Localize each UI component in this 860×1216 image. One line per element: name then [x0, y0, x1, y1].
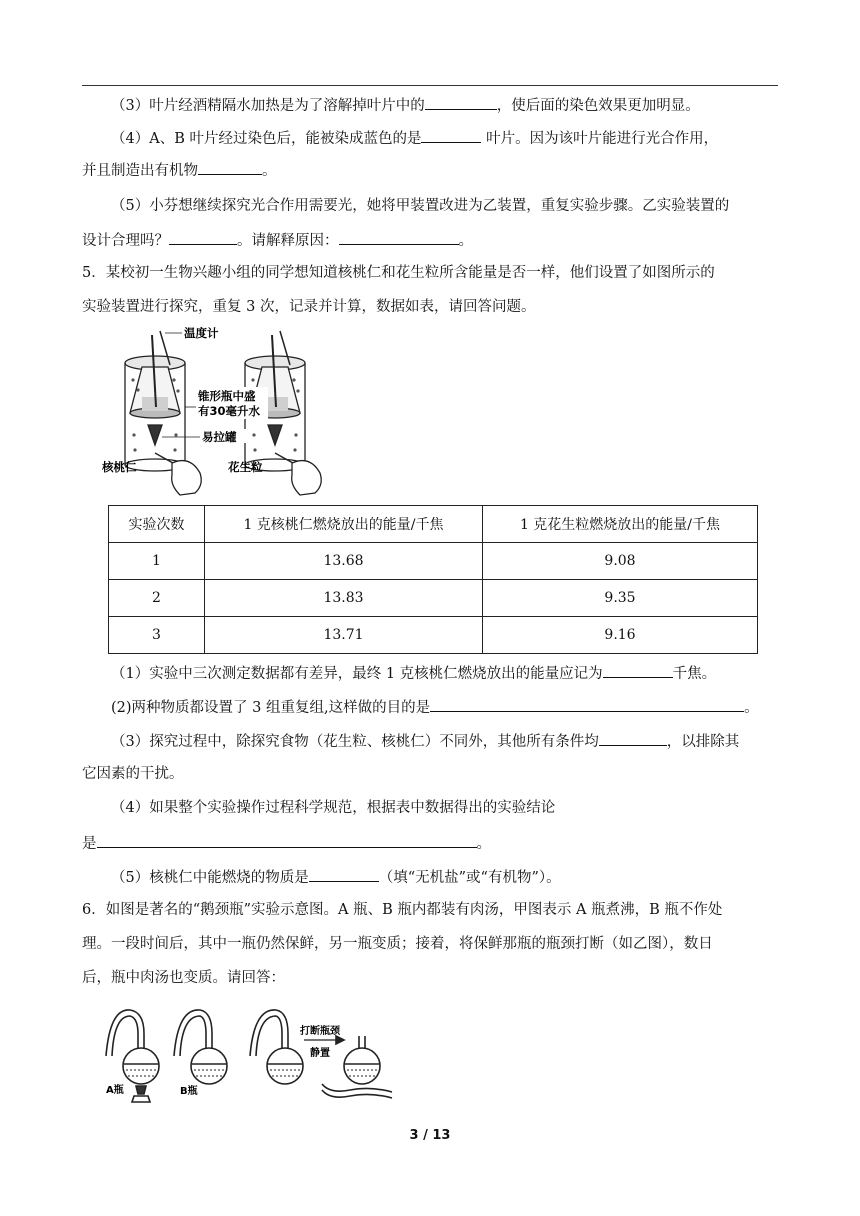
table-cell: 1 [109, 543, 205, 580]
table-cell: 2 [109, 580, 205, 617]
table-header-row [109, 506, 758, 543]
table-header-cell: 1 克核桃仁燃烧放出的能量/千焦 [205, 506, 483, 543]
label-can: 易拉罐 [202, 430, 237, 444]
q5-part3-tail: ，以排除其 [666, 734, 740, 750]
q4-part3-text: （3）叶片经酒精隔水加热是为了溶解掉叶片中的 [111, 98, 425, 114]
q4-part3-tail: ，使后面的染色效果更加明显。 [496, 98, 700, 114]
table-row [109, 543, 758, 580]
q5-part3-text: （3）探究过程中，除探究食物（花生粒、核桃仁）不同外，其他所有条件均 [111, 734, 599, 750]
q4-part4-text2: 并且制造出有机物 [82, 163, 198, 179]
q6-stem [82, 900, 778, 920]
q5-part4-cont [82, 832, 778, 854]
q5-part3 [82, 730, 807, 752]
q5-stem-text2: 实验装置进行探究，重复 3 次，记录并计算，数据如表，请回答问题。 [82, 299, 536, 315]
flask-broken [322, 1036, 392, 1098]
q6-stem-text2: 理。一段时间后，其中一瓶仍然保鲜，另一瓶变质；接着，将保鲜那瓶的瓶颈打断（如乙图），数日 [82, 936, 713, 952]
q4-part5-text: （5）小芬想继续探究光合作用需要光，她将甲装置改进为乙装置，重复实验步骤。乙实验装置的 [111, 198, 730, 214]
q6-stem-text: 6．如图是著名的“鹅颈瓶”实验示意图。A 瓶、B 瓶内都装有肉汤，甲图表示 A 瓶煮沸，B 瓶不作处 [82, 902, 723, 918]
q5-part2-text: (2)两种物质都设置了 3 组重复组,这样做的目的是 [111, 700, 431, 716]
q5-part4-text2: 是 [82, 836, 97, 852]
answer-blank[interactable] [309, 866, 379, 882]
header-rule [82, 85, 778, 86]
q4-part5-cont [82, 229, 778, 251]
table-cell: 3 [109, 617, 205, 654]
q4-part4-end: 。 [262, 163, 277, 179]
q5-part2-end: 。 [744, 700, 759, 716]
q4-part5-end: 。 [458, 233, 473, 249]
label-arrow-top: 打断瓶颈 [300, 1026, 340, 1037]
q5-part4-text: （4）如果整个实验操作过程科学规范，根据表中数据得出的实验结论 [111, 800, 556, 816]
q4-part5-text2: 设计合理吗？ [82, 233, 169, 249]
table-row [109, 580, 758, 617]
q5-stem-text: 5．某校初一生物兴趣小组的同学想知道核桃仁和花生粒所含能量是否一样，他们设置了如图所示的 [82, 265, 715, 281]
q5-part1-text: （1）实验中三次测定数据都有差异，最终 1 克核桃仁燃烧放出的能量应记为 [111, 666, 603, 682]
swan-neck-flask-figure [100, 1000, 400, 1104]
label-flask-b: B瓶 [180, 1086, 198, 1097]
q5-part5-tail: （填“无机盐”或“有机物”）。 [378, 870, 561, 886]
q5-part4-end: 。 [476, 836, 491, 852]
label-flask-line1: 锥形瓶中盛 [198, 389, 256, 403]
q4-part4-cont [82, 159, 778, 181]
calorimeter-figure [100, 325, 330, 503]
q5-part4 [82, 798, 807, 818]
flask-b [174, 1010, 227, 1084]
table-cell: 13.83 [205, 580, 483, 617]
energy-table [108, 505, 758, 654]
q5-part2 [82, 696, 807, 718]
q4-part3 [82, 94, 807, 116]
table-cell: 9.35 [483, 580, 758, 617]
table-header-cell: 1 克花生粒燃烧放出的能量/千焦 [483, 506, 758, 543]
table-cell: 13.71 [205, 617, 483, 654]
q4-part5-text3: 。请解释原因： [237, 233, 339, 249]
q4-part4-tail: 叶片。因为该叶片能进行光合作用， [481, 131, 719, 147]
q6-stem-text3: 后，瓶中肉汤也变质。请回答： [82, 970, 285, 986]
answer-blank[interactable] [97, 832, 477, 848]
label-flask-a: A瓶 [106, 1085, 124, 1096]
flask-intact [250, 1010, 303, 1084]
answer-blank[interactable] [339, 229, 459, 245]
q5-part1 [82, 662, 807, 684]
table-cell: 9.16 [483, 617, 758, 654]
q6-stem-cont [82, 934, 778, 954]
label-arrow-bottom: 静置 [310, 1048, 330, 1059]
answer-blank[interactable] [425, 94, 497, 110]
q5-part5-text: （5）核桃仁中能燃烧的物质是 [111, 870, 309, 886]
table-cell: 9.08 [483, 543, 758, 580]
answer-blank[interactable] [421, 127, 481, 143]
label-thermometer: 温度计 [184, 326, 219, 340]
label-flask-line2: 有30毫升水 [198, 404, 261, 418]
answer-blank[interactable] [599, 730, 667, 746]
label-peanut: 花生粒 [228, 460, 263, 474]
q5-part5 [82, 866, 807, 888]
q5-stem [82, 263, 778, 283]
table-row [109, 617, 758, 654]
q5-stem-cont [82, 297, 778, 317]
q4-part4-text: （4）A、B 叶片经过染色后，能被染成蓝色的是 [111, 131, 422, 147]
answer-blank[interactable] [169, 229, 237, 245]
q6-stem-cont2 [82, 968, 778, 988]
table-header-cell: 实验次数 [109, 506, 205, 543]
q5-part3-text2: 它因素的干扰。 [82, 766, 184, 782]
q5-part1-tail: 千焦。 [672, 666, 717, 682]
q4-part5 [82, 196, 807, 216]
answer-blank[interactable] [430, 696, 744, 712]
q4-part4 [82, 127, 807, 149]
q5-part3-cont [82, 764, 778, 784]
table-cell: 13.68 [205, 543, 483, 580]
page-number: 3 / 13 [409, 1128, 451, 1143]
answer-blank[interactable] [198, 159, 262, 175]
answer-blank[interactable] [603, 662, 673, 678]
label-walnut: 核桃仁 [102, 460, 137, 474]
